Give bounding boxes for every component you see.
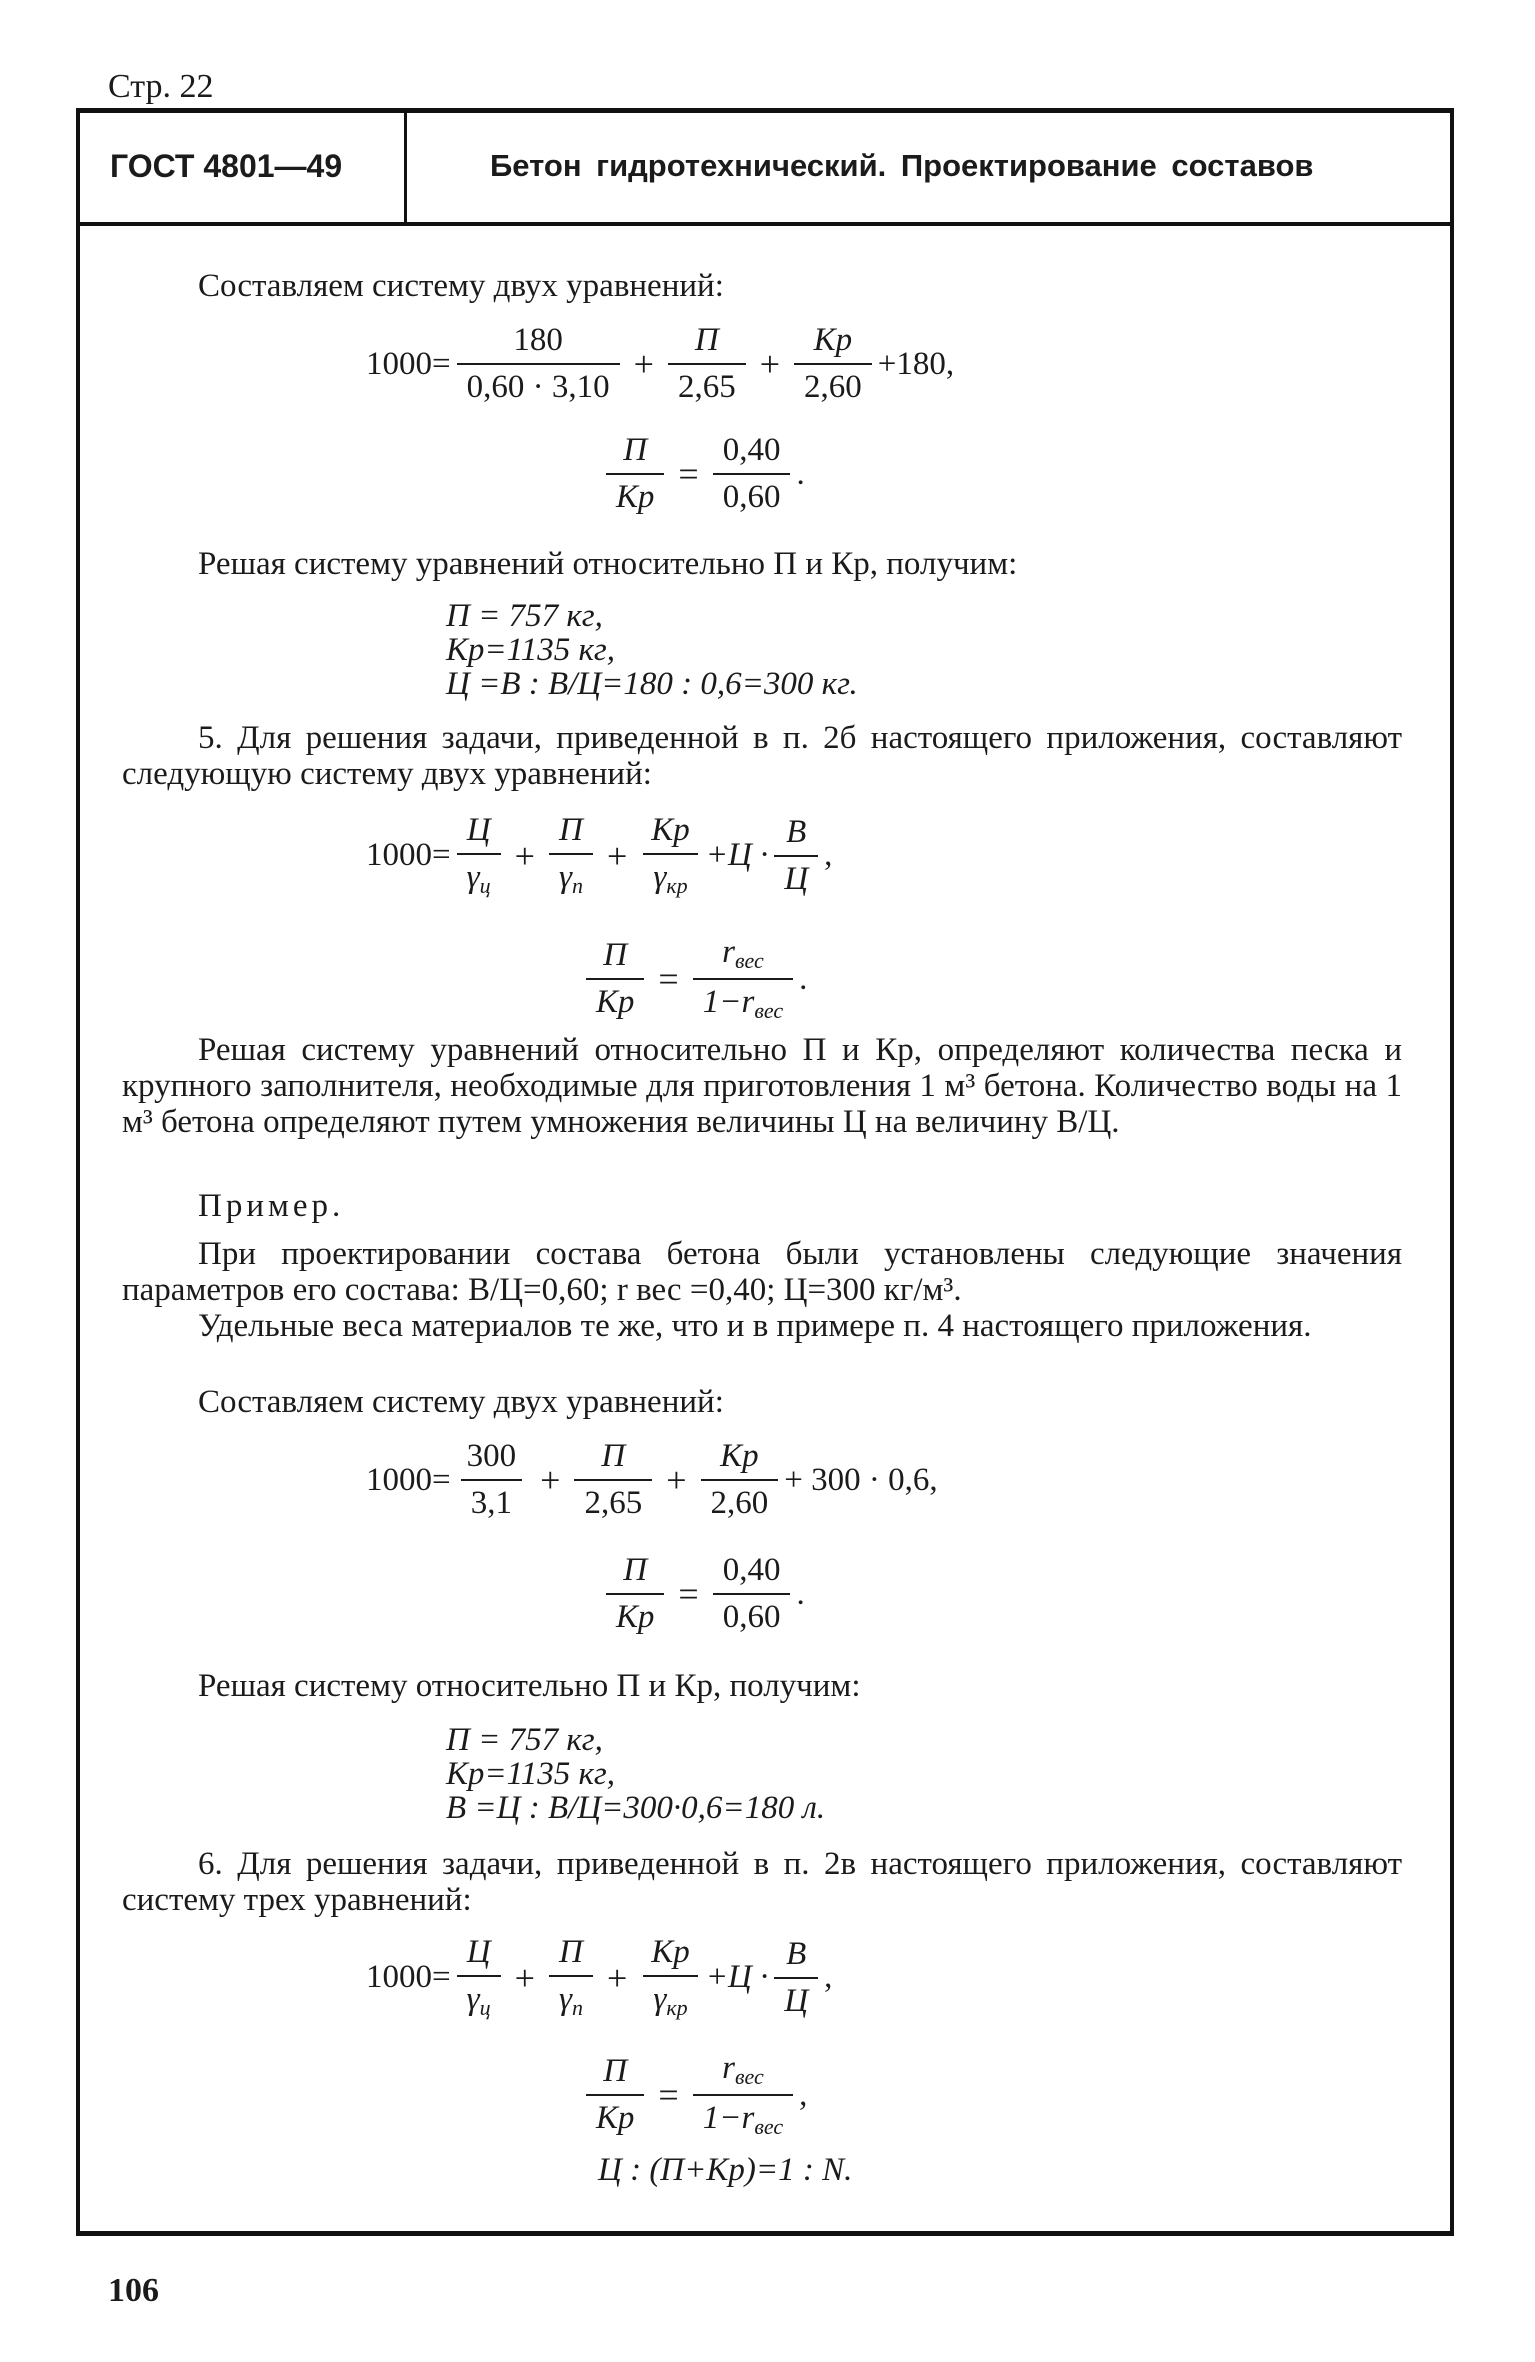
standard-code: ГОСТ 4801—49 — [110, 148, 343, 184]
fraction: $\frac{Ц}{\gamma_ц}$ — [457, 1934, 501, 2021]
fraction: $\frac{r_{вес}}{1-r_{вес}}$ — [693, 934, 793, 1024]
result-line: Кр=1135 кг, — [446, 632, 616, 668]
page-label: Стр. 22 — [108, 68, 214, 105]
fraction: $\frac{300}{3,1}$ — [457, 1438, 527, 1522]
fraction: $\frac{Кр}{2,60}$ — [794, 322, 872, 406]
formula-1: 1000= $\frac{180}{0,60 \cdot 3,10}$ + $\frac{П}{2,65}$ + $\frac{Кр}{2,60}$ +180, — [366, 322, 955, 405]
paragraph-1: Составляем систему двух уравнений: — [198, 268, 724, 304]
paragraph-10: 6. Для решения задачи, приведенной в п. 2в настоящего приложения, составляют систему трех уравнений: — [122, 1846, 1402, 1918]
result-line: П = 757 кг, — [446, 1722, 603, 1758]
paragraph-2: Решая систему уравнений относительно П и Кр, получим: — [198, 546, 1018, 582]
paragraph-3: 5. Для решения задачи, приведенной в п. 2б настоящего приложения, составляют следующую систему двух уравнений: — [122, 720, 1402, 792]
fraction: $\frac{П}{Кр}$ — [606, 432, 664, 516]
result-line: Ц =В : В/Ц=180 : 0,6=300 кг. — [446, 666, 858, 702]
fraction: $\frac{r_{вес}}{1-r_{вес}}$ — [693, 2050, 793, 2140]
fraction: $\frac{0,40}{0,60}$ — [713, 1552, 791, 1636]
formula-3: 1000= $\frac{Ц}{\gamma_ц}$ + $\frac{П}{\gamma_п}$ + $\frac{Кр}{\gamma_{кр}}$ +Ц · $\frac{В}{Ц}$ , — [366, 812, 833, 898]
fraction: $\frac{П}{\gamma_п}$ — [549, 1934, 593, 2021]
fraction: $\frac{П}{2,65}$ — [574, 1438, 652, 1522]
fraction: $\frac{Ц}{\gamma_ц}$ — [457, 812, 501, 899]
fraction: $\frac{П}{Кр}$ — [606, 1552, 664, 1636]
fraction: $\frac{В}{Ц}$ — [774, 814, 818, 898]
fraction: $\frac{180}{0,60 \cdot 3,10}$ — [457, 322, 620, 406]
formula-4: $\frac{П}{Кр}$ = $\frac{r_{вес}}{1-r_{вес}}$ . — [580, 934, 807, 1024]
fraction: $\frac{Кр}{\gamma_{кр}}$ — [641, 812, 699, 899]
paragraph-7: Удельные веса материалов те же, что и в примере п. 4 настоящего приложения. — [198, 1308, 1312, 1344]
standard-title: Бетон гидротехнический. Проектирование составов — [490, 148, 1314, 183]
fraction: $\frac{П}{Кр}$ — [586, 2053, 644, 2137]
fraction: $\frac{Кр}{2,60}$ — [701, 1438, 779, 1522]
formula-tail: +180, — [877, 345, 955, 382]
fraction: $\frac{В}{Ц}$ — [774, 1936, 818, 2020]
paragraph-8: Составляем систему двух уравнений: — [198, 1384, 724, 1420]
result-line: Кр=1135 кг, — [446, 1756, 616, 1792]
page-number: 106 — [108, 2272, 159, 2309]
formula-8: $\frac{П}{Кр}$ = $\frac{r_{вес}}{1-r_{вес}}$ , — [580, 2050, 807, 2140]
formula-9: Ц : (П+Кр)=1 : N. — [598, 2152, 853, 2188]
header-separator — [404, 112, 407, 222]
formula-5: 1000= $\frac{300}{3,1}$ + $\frac{П}{2,65}$ + $\frac{Кр}{2,60}$ + 300 · 0,6, — [366, 1438, 938, 1521]
paragraph-6: При проектировании состава бетона были установлены следующие значения параметров его состава: В/Ц=0,60; r вес =0,40; Ц=300 кг/м³. — [122, 1236, 1402, 1308]
fraction: $\frac{П}{2,65}$ — [668, 322, 746, 406]
example-heading: Пример. — [198, 1188, 345, 1224]
formula-lhs: 1000= — [366, 345, 451, 382]
result-line: П = 757 кг, — [446, 598, 603, 634]
paragraph-4: Решая систему уравнений относительно П и Кр, определяют количества песка и крупного заполнителя, необходимые для приготовления 1 м³ бетона. Количество воды на 1 м³ бетона определяют путем умножения величины Ц на величину В/Ц. — [122, 1032, 1402, 1140]
fraction: $\frac{П}{\gamma_п}$ — [549, 812, 593, 899]
formula-2: $\frac{П}{Кр}$ = $\frac{0,40}{0,60}$ . — [600, 432, 805, 516]
paragraph-9: Решая систему относительно П и Кр, получим: — [198, 1668, 861, 1704]
header-rule — [76, 222, 1454, 226]
fraction: $\frac{П}{Кр}$ — [586, 937, 644, 1021]
result-line: В =Ц : В/Ц=300·0,6=180 л. — [446, 1790, 826, 1826]
formula-7: 1000= $\frac{Ц}{\gamma_ц}$ + $\frac{П}{\gamma_п}$ + $\frac{Кр}{\gamma_{кр}}$ +Ц · $\frac{В}{Ц}$ , — [366, 1934, 833, 2020]
fraction: $\frac{0,40}{0,60}$ — [713, 432, 791, 516]
formula-6: $\frac{П}{Кр}$ = $\frac{0,40}{0,60}$ . — [600, 1552, 805, 1636]
fraction: $\frac{Кр}{\gamma_{кр}}$ — [641, 1934, 699, 2021]
